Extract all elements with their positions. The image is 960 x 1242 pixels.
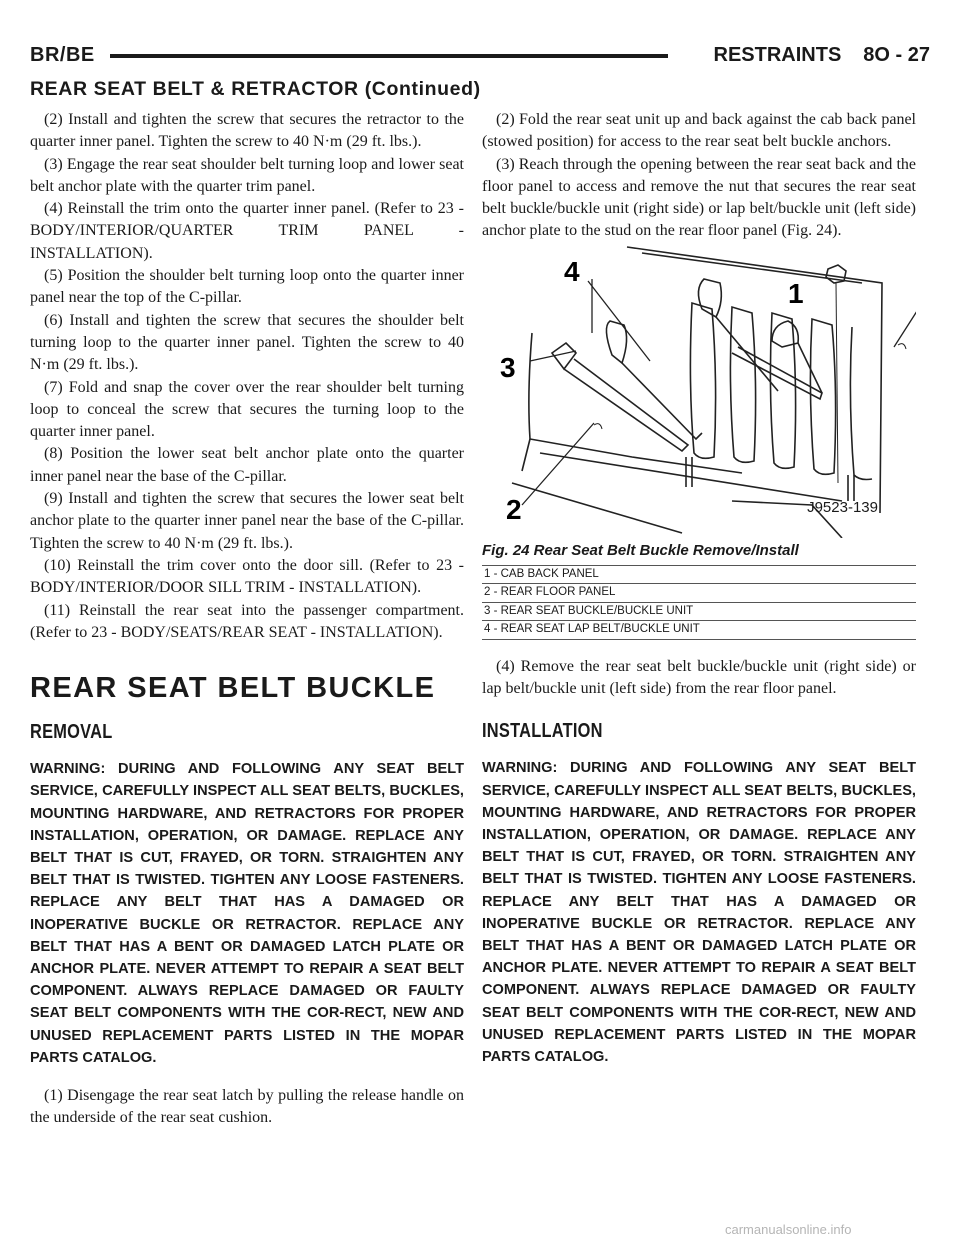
header-right [692, 44, 931, 67]
step: (1) Disengage the rear seat latch by pulling the release handle on the underside of the rear seat cushion. [30, 1086, 464, 1127]
figure-id: J9523-139 [807, 498, 878, 516]
warning-text: WARNING: DURING AND FOLLOWING ANY SEAT BELT SERVICE, CAREFULLY INSPECT ALL SEAT BELTS, BUCKLES, MOUNTING HARDWARE, AND RETRACTORS FOR PROPER INSTALLATION, OPERATION, OR DAMAGE. REPLACE ANY BELT THAT IS CUT, FRAYED, OR TORN. STRAIGHTEN ANY BELT THAT IS TWISTED. TIGHTEN ANY LOOSE FASTENERS. REPLACE ANY BELT THAT HAS A DAMAGED OR INOPERATIVE BUCKLE OR RETRACTOR. REPLACE ANY BELT THAT HAS A BENT OR DAMAGED LATCH PLATE OR ANCHOR PLATE. NEVER ATTEMPT TO REPAIR A SEAT BELT COMPONENT. ALWAYS REPLACE DAMAGED OR FAULTY SEAT BELT COMPONENTS WITH THE COR-RECT, NEW AND UNUSED REPLACEMENT PARTS LISTED IN THE MOPAR PARTS CATALOG. [482, 760, 916, 1066]
step: (3) Engage the rear seat shoulder belt turning loop and lower seat belt anchor plate with the quarter trim panel. [30, 155, 464, 195]
callout-4: 4 [564, 255, 580, 287]
legend-item: 1 - CAB BACK PANEL [482, 565, 916, 584]
step: (3) Reach through the opening between the rear seat back and the floor panel to access and remove the nut that secures the rear seat belt buckle/buckle unit (right side) or lap belt/buckle unit (left side) anchor plate to the stud on the rear floor panel (Fig. 24). [482, 155, 916, 240]
figure-legend [482, 565, 916, 640]
removal-heading: REMOVAL [30, 721, 113, 744]
step: (7) Fold and snap the cover over the rear shoulder belt turning loop to conceal the screw that secures the turning loop to the quarter inner panel. [30, 378, 464, 441]
page-number: 8O - 27 [863, 44, 930, 66]
page-header [30, 44, 930, 66]
step: (4) Reinstall the trim onto the quarter inner panel. (Refer to 23 - BODY/INTERIOR/QUARTER TRIM PANEL - INSTALLATION). [30, 200, 464, 262]
legend-item: 4 - REAR SEAT LAP BELT/BUCKLE UNIT [482, 620, 916, 640]
step: (2) Fold the rear seat unit up and back against the cab back panel (stowed position) for access to the rear seat belt buckle anchors. [482, 111, 916, 151]
callout-2: 2 [506, 493, 522, 525]
callout-1: 1 [788, 277, 804, 309]
section-heading: REAR SEAT BELT BUCKLE [30, 672, 436, 705]
warning-text: WARNING: DURING AND FOLLOWING ANY SEAT BELT SERVICE, CAREFULLY INSPECT ALL SEAT BELTS, BUCKLES, MOUNTING HARDWARE, AND RETRACTORS FOR PROPER INSTALLATION, OPERATION, OR DAMAGE. REPLACE ANY BELT THAT IS CUT, FRAYED, OR TORN. STRAIGHTEN ANY BELT THAT IS TWISTED. TIGHTEN ANY LOOSE FASTENERS. REPLACE ANY BELT THAT HAS A DAMAGED OR INOPERATIVE BUCKLE OR RETRACTOR. REPLACE ANY BELT THAT HAS A BENT OR DAMAGED LATCH PLATE OR ANCHOR PLATE. NEVER ATTEMPT TO REPAIR A SEAT BELT COMPONENT. ALWAYS REPLACE DAMAGED OR FAULTY SEAT BELT COMPONENTS WITH THE COR-RECT, NEW AND UNUSED REPLACEMENT PARTS LISTED IN THE MOPAR PARTS CATALOG. [30, 761, 464, 1066]
legend-item: 2 - REAR FLOOR PANEL [482, 583, 916, 602]
buckle-illustration [482, 243, 916, 538]
left-column [30, 109, 464, 1130]
step: (8) Position the lower seat belt anchor plate onto the quarter inner panel near the base of the C-pillar. [30, 445, 464, 485]
step: (4) Remove the rear seat belt buckle/buckle unit (right side) or lap belt/buckle unit (left side) from the rear floor panel. [482, 657, 916, 698]
continued-title: REAR SEAT BELT & RETRACTOR (Continued) [30, 78, 481, 100]
figure-24 [482, 243, 916, 538]
installation-heading: INSTALLATION [482, 720, 603, 743]
model-code: BR/BE [30, 44, 95, 66]
step: (9) Install and tighten the screw that secures the lower seat belt anchor plate to the quarter inner panel near the base of the C-pillar. Tighten the screw to 40 N·m (29 ft. lbs.). [30, 490, 464, 552]
section-name: RESTRAINTS [713, 44, 842, 66]
step: (6) Install and tighten the screw that secures the shoulder belt turning loop to the quarter inner panel. Tighten the screw to 40 N·m (29 ft. lbs.). [30, 311, 464, 374]
legend-item: 3 - REAR SEAT BUCKLE/BUCKLE UNIT [482, 602, 916, 621]
header-rule [110, 54, 668, 58]
figure-caption: Fig. 24 Rear Seat Belt Buckle Remove/Install [482, 541, 799, 559]
right-column [482, 109, 916, 1068]
step: (10) Reinstall the trim cover onto the door sill. (Refer to 23 - BODY/INTERIOR/DOOR SILL TRIM - INSTALLATION). [30, 556, 464, 597]
step: (5) Position the shoulder belt turning loop onto the quarter inner panel near the top of the C-pillar. [30, 267, 464, 307]
step: (2) Install and tighten the screw that secures the retractor to the quarter inner panel. Tighten the screw to 40 N·m (29 ft. lbs.). [30, 111, 464, 151]
step: (11) Reinstall the rear seat into the passenger compartment. (Refer to 23 - BODY/SEATS/REAR SEAT - INSTALLATION). [30, 601, 464, 641]
callout-3: 3 [500, 351, 516, 383]
watermark: carmanualsonline.info [725, 1222, 852, 1237]
